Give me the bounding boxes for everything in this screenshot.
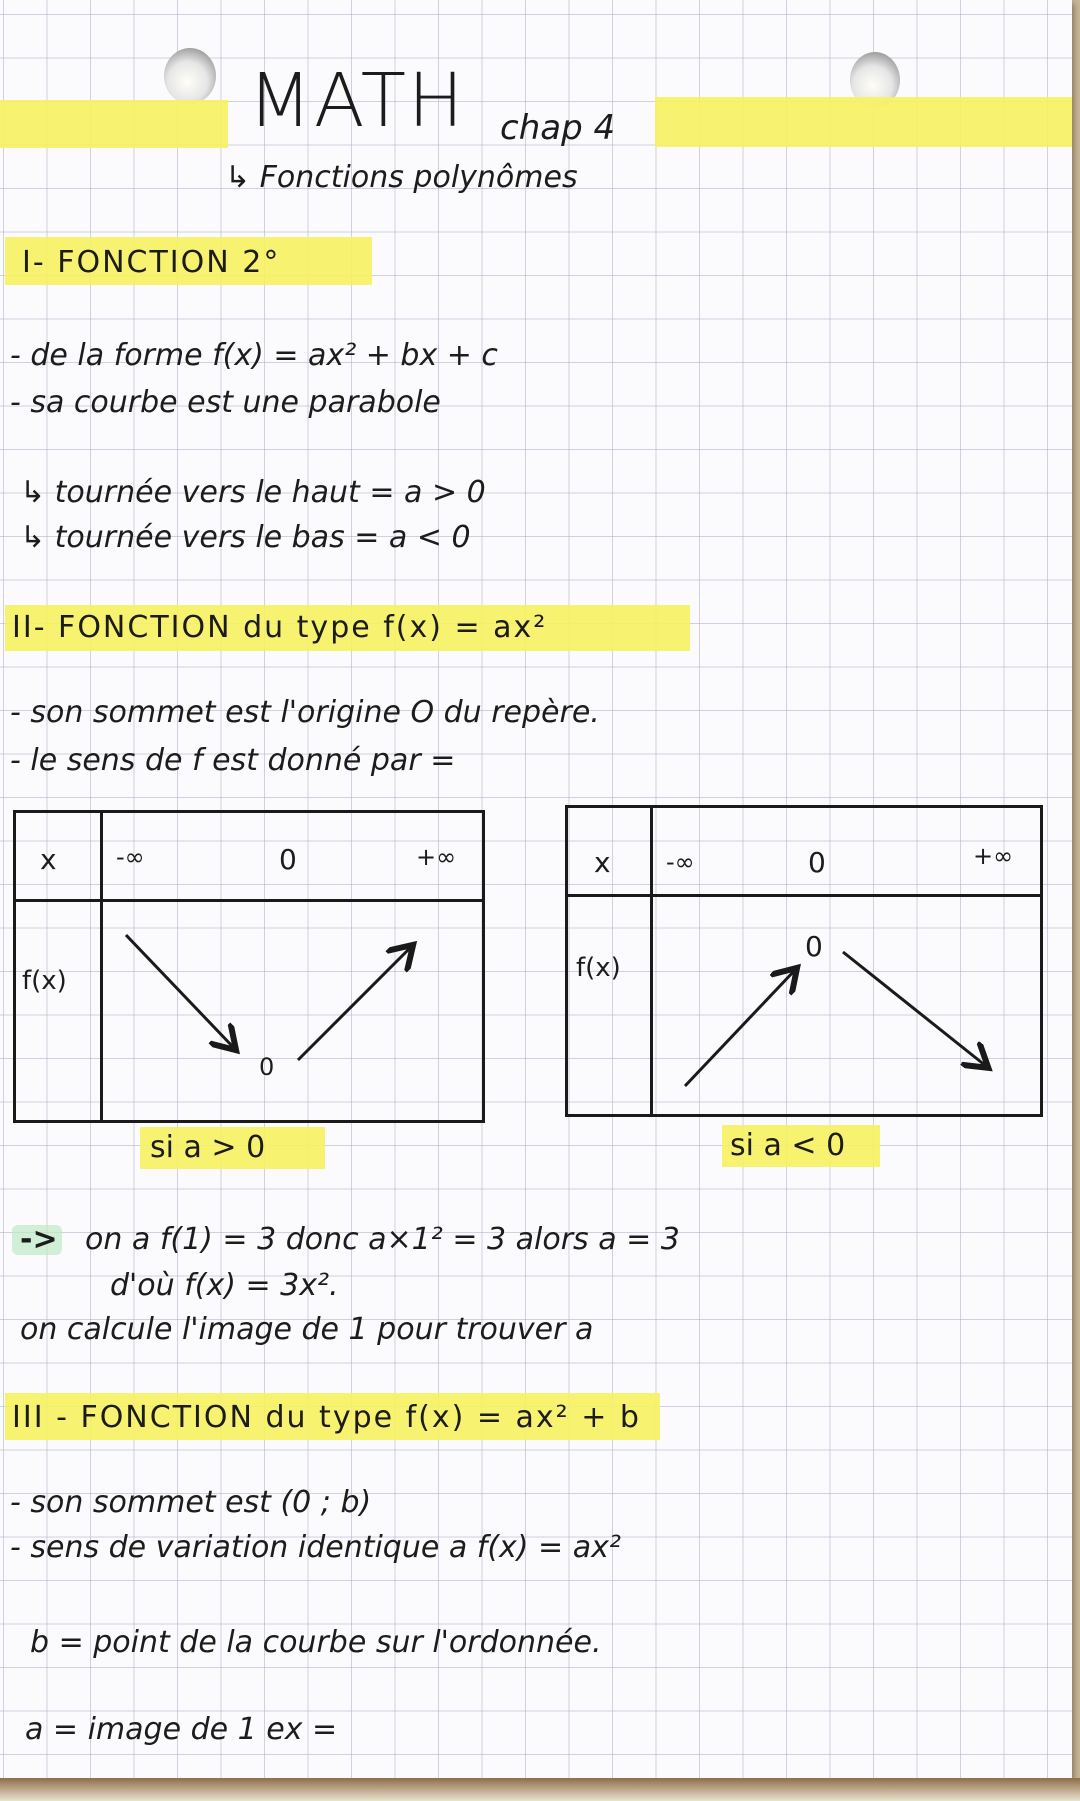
section1-line: - de la forme f(x) = ax² + bx + c: [10, 338, 498, 373]
table-fx-label: f(x): [22, 966, 67, 996]
section2-line: - le sens de f est donné par =: [10, 743, 456, 778]
table-x-value: +∞: [973, 842, 1014, 870]
section3-line: - son sommet est (0 ; b): [10, 1485, 372, 1520]
page-title: MATH: [248, 58, 466, 144]
variation-arrows-icon: [16, 813, 482, 1120]
page-subtitle: ↳ Fonctions polynômes: [225, 160, 578, 195]
desk-background: [0, 1778, 1080, 1801]
punch-hole-left: [164, 48, 216, 104]
section1-note: ↳ tournée vers le haut = a > 0: [20, 475, 486, 510]
table-x-value: -∞: [666, 848, 695, 876]
example-line: on calcule l'image de 1 pour trouver a: [20, 1312, 594, 1347]
section3-line: - sens de variation identique a f(x) = ax²: [10, 1530, 621, 1565]
table-x-label: x: [594, 846, 611, 879]
section1-note: ↳ tournée vers le bas = a < 0: [20, 520, 471, 555]
table-x-value: +∞: [416, 843, 457, 871]
section2-line: - son sommet est l'origine O du repère.: [10, 695, 600, 730]
table-fx-label: f(x): [576, 953, 621, 983]
b-definition: b = point de la courbe sur l'ordonnée.: [30, 1625, 602, 1660]
variation-arrows-icon: [568, 808, 1040, 1114]
title-highlight-left: [0, 100, 228, 148]
table-extremum-value: 0: [259, 1053, 275, 1081]
variation-table-a-negative: [565, 805, 1043, 1117]
table-extremum-value: 0: [805, 930, 823, 963]
section1-heading: I- FONCTION 2°: [22, 245, 281, 280]
table-caption: si a > 0: [150, 1130, 266, 1165]
title-highlight-right: [655, 97, 1072, 147]
example-line: d'où f(x) = 3x².: [110, 1268, 339, 1303]
chapter-label: chap 4: [500, 108, 616, 148]
variation-table-a-positive: [13, 810, 485, 1123]
table-x-value: 0: [808, 846, 826, 879]
section1-line: - sa courbe est une parabole: [10, 385, 441, 420]
example-arrow: ->: [20, 1222, 58, 1257]
example-line: on a f(1) = 3 donc a×1² = 3 alors a = 3: [85, 1222, 680, 1257]
section3-heading: III - FONCTION du type f(x) = ax² + b: [12, 1400, 641, 1435]
table-x-value: -∞: [116, 843, 145, 871]
table-x-value: 0: [279, 843, 297, 876]
table-caption: si a < 0: [730, 1128, 846, 1163]
a-definition: a = image de 1 ex =: [25, 1712, 338, 1747]
table-x-label: x: [40, 843, 57, 876]
section2-heading: II- FONCTION du type f(x) = ax²: [12, 610, 548, 645]
